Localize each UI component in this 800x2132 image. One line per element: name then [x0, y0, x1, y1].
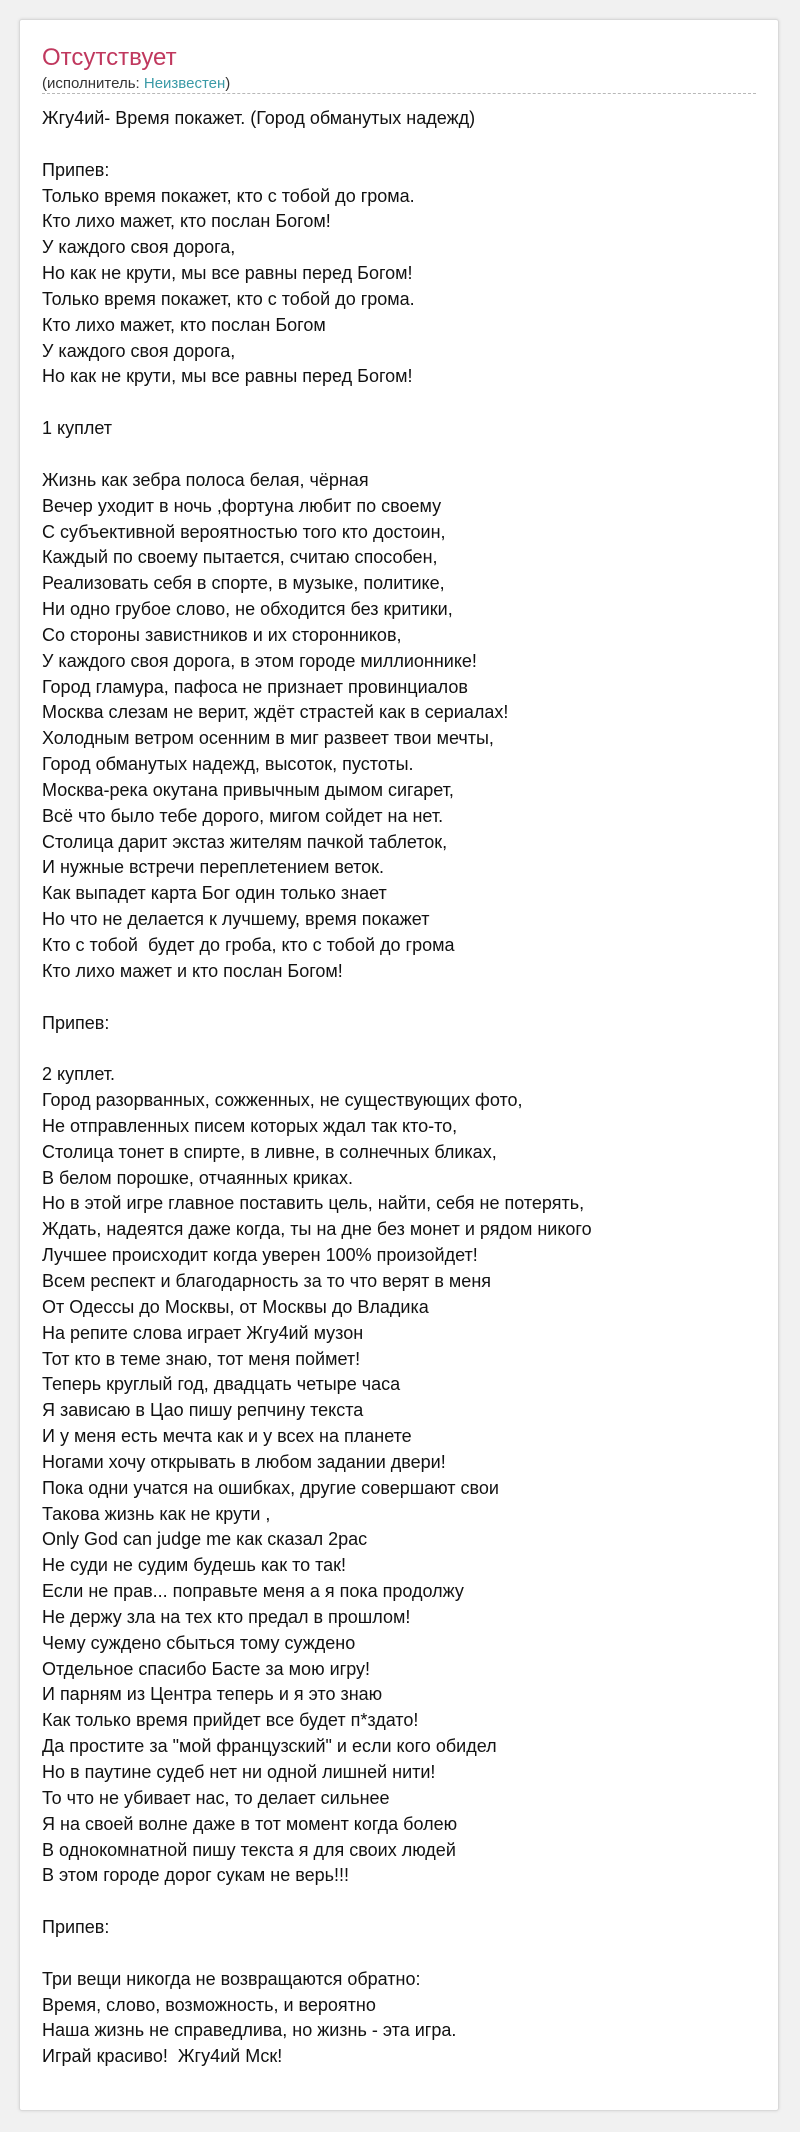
lyric-line: В этом городе дорог сукам не верь!!! — [42, 1865, 350, 1886]
dashed-divider — [42, 93, 756, 94]
lyric-line: В однокомнатной пишу текста я для своих людей — [42, 1839, 456, 1860]
lyric-line — [42, 390, 762, 416]
lyric-line: Кто лихо мажет, кто послан Богом! — [42, 211, 331, 232]
lyric-line: Отдельное спасибо Басте за мою игру! — [42, 1658, 370, 1679]
lyric-line: Only God can judge me как сказал 2pac — [42, 1529, 368, 1550]
lyric-line: От Одессы до Москвы, от Москвы до Владика — [42, 1296, 429, 1317]
lyric-line: Холодным ветром осенним в миг развеет твои мечты, — [42, 728, 494, 749]
lyric-line: Ждать, надеятся даже когда, ты на дне без монет и рядом никого — [42, 1219, 592, 1240]
lyric-line: Москва-река окутана привычным дымом сигарет, — [42, 779, 454, 800]
lyric-line: Кто лихо мажет и кто послан Богом! — [42, 960, 343, 981]
lyric-line: Реализовать себя в спорте, в музыке, политике, — [42, 573, 445, 594]
lyric-line: Время, слово, возможность, и вероятно — [42, 1994, 376, 2015]
performer-line — [42, 75, 230, 93]
performer-prefix: (исполнитель: — [42, 75, 144, 92]
lyric-line: 2 куплет. — [42, 1064, 116, 1085]
lyric-line: То что не убивает нас, то делает сильнее — [42, 1787, 390, 1808]
lyric-line: И у меня есть мечта как и у всех на планете — [42, 1426, 412, 1447]
lyric-line: Кто с тобой будет до гроба, кто с тобой до грома — [42, 935, 455, 955]
lyric-line — [42, 985, 762, 1011]
lyric-line: Не отправленных писем которых ждал так кто-то, — [42, 1115, 458, 1136]
lyric-line: Припев: — [42, 1012, 110, 1033]
lyric-line: С субъективной вероятностью того кто достоин, — [42, 521, 446, 542]
lyric-line: Жгу4ий- Время покажет. (Город обманутых надежд) — [42, 108, 476, 128]
lyric-line — [42, 132, 762, 158]
lyric-line: В белом порошке, отчаянных криках. — [42, 1167, 353, 1188]
lyric-line: Как выпадет карта Бог один только знает — [42, 883, 387, 904]
lyric-line: На репите слова играет Жгу4ий музон — [42, 1322, 364, 1343]
lyric-line: Тот кто в теме знаю, тот меня поймет! — [42, 1348, 361, 1369]
lyric-line: Чему суждено сбыться тому суждено — [42, 1632, 356, 1653]
lyric-line: У каждого своя дорога, — [42, 237, 236, 258]
lyric-line: Наша жизнь не справедлива, но жизнь - эта игра. — [42, 2020, 457, 2041]
lyric-line — [42, 1036, 762, 1062]
lyric-line: Но как не крути, мы все равны перед Богом! — [42, 366, 413, 387]
lyric-line: У каждого своя дорога, — [42, 340, 236, 361]
lyric-line: Три вещи никогда не возвращаются обратно: — [42, 1968, 421, 1989]
lyrics-card — [19, 19, 779, 2111]
lyric-line: Только время покажет, кто с тобой до грома. — [42, 288, 415, 309]
lyric-line — [42, 1889, 762, 1915]
lyric-line: Столица дарит экстаз жителям пачкой таблеток, — [42, 831, 448, 852]
lyric-line: Но что не делается к лучшему, время покажет — [42, 909, 430, 930]
lyric-line: Город разорванных, сожженных, не существующих фото, — [42, 1090, 523, 1111]
lyric-line: Только время покажет, кто с тобой до грома. — [42, 185, 415, 206]
lyric-line: Пока одни учатся на ошибках, другие совершают свои — [42, 1477, 499, 1498]
lyric-line: Играй красиво! Жгу4ий Мск! — [42, 2046, 283, 2067]
lyric-line: Вечер уходит в ночь ,фортуна любит по своему — [42, 495, 442, 516]
lyric-line: Да простите за "мой французский" и если кого обидел — [42, 1736, 497, 1757]
lyric-line: Но как не крути, мы все равны перед Богом! — [42, 263, 413, 284]
lyric-line: Припев: — [42, 159, 110, 180]
lyric-line: 1 куплет — [42, 418, 112, 439]
lyric-line: У каждого своя дорога, в этом городе миллионнике! — [42, 650, 477, 671]
lyric-line: Всем респект и благодарность за то что верят в меня — [42, 1270, 492, 1291]
performer-link[interactable]: Неизвестен — [143, 75, 226, 92]
lyric-line: И нужные встречи переплетением веток. — [42, 857, 385, 878]
lyric-line: Лучшее происходит когда уверен 100% произойдет! — [42, 1245, 478, 1266]
lyric-line: Но в этой игре главное поставить цель, найти, себя не потерять, — [42, 1193, 585, 1214]
lyric-line: Не держу зла на тех кто предал в прошлом! — [42, 1606, 411, 1627]
lyric-line: Не суди не судим будешь как то так! — [42, 1555, 347, 1576]
song-title: Отсутствует — [42, 44, 177, 71]
lyric-line: Каждый по своему пытается, считаю способен, — [42, 547, 438, 568]
lyric-line: Я на своей волне даже в тот момент когда болею — [42, 1813, 458, 1834]
lyric-line: Всё что было тебе дорого, мигом сойдет на нет. — [42, 805, 444, 826]
lyric-line: Ногами хочу открывать в любом задании двери! — [42, 1451, 446, 1472]
lyric-line: Теперь круглый год, двадцать четыре часа — [42, 1374, 401, 1395]
lyric-line: Если не прав... поправьте меня а я пока продолжу — [42, 1581, 464, 1602]
lyric-line — [42, 442, 762, 468]
performer-suffix: ) — [225, 75, 231, 92]
lyric-line: Припев: — [42, 1917, 110, 1938]
lyric-line — [42, 1941, 762, 1967]
lyric-line: Я зависаю в Цао пишу репчину текста — [42, 1400, 364, 1421]
lyric-line: Город гламура, пафоса не признает провинциалов — [42, 676, 468, 697]
lyric-line: Как только время прийдет все будет п*здато! — [42, 1710, 419, 1731]
lyric-line: Ни одно грубое слово, не обходится без критики, — [42, 599, 453, 620]
lyric-line: Жизнь как зебра полоса белая, чёрная — [42, 469, 369, 490]
lyric-line: Со стороны завистников и их сторонников, — [42, 624, 402, 645]
lyric-line: Город обманутых надежд, высоток, пустоты. — [42, 754, 414, 775]
lyric-line: Такова жизнь как не крути , — [42, 1503, 271, 1524]
lyric-line: Москва слезам не верит, ждёт страстей как в сериалах! — [42, 702, 509, 723]
lyrics-text — [42, 106, 762, 2070]
lyric-line: Кто лихо мажет, кто послан Богом — [42, 314, 326, 335]
lyric-line: Но в паутине судеб нет ни одной лишней нити! — [42, 1762, 436, 1782]
lyric-line: Столица тонет в спирте, в ливне, в солнечных бликах, — [42, 1141, 497, 1162]
lyric-line: И парням из Центра теперь и я это знаю — [42, 1684, 383, 1705]
